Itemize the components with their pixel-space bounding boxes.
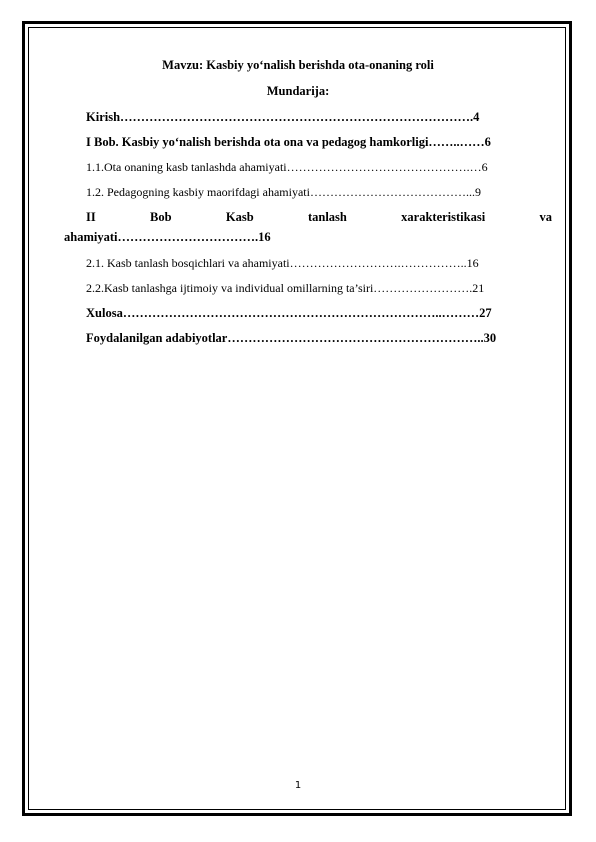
toc-entry-section-1-1: 1.1.Ota onaning kasb tanlashda ahamiyati……………………………………….…6 [86,160,488,174]
toc-entry-chapter-1: I Bob. Kasbiy yo‘nalish berishda ota ona va pedagog hamkorligi……..……6 [86,135,491,149]
toc-entry-references: Foydalanilgan adabiyotlar……………………………………………………..30 [86,331,497,345]
toc-entry-section-1-2: 1.2. Pedagogning kasbiy maorifdagi ahamiyati…………………………………...9 [86,185,481,199]
toc-chapter-2-word: Bob [150,210,172,224]
toc-heading: Mundarija: [266,84,330,98]
toc-entry-section-2-2: 2.2.Kasb tanlashga ijtimoiy va individual omillarning ta’siri…………………….21 [86,281,485,295]
toc-chapter-2-word: Kasb [225,210,254,224]
document-title: Mavzu: Kasbiy yo‘nalish berishda ota-onaning roli [162,58,434,72]
toc-entry-chapter-2-continuation: ahamiyati…………………………….16 [64,230,271,244]
toc-chapter-2-word: II [86,210,96,224]
toc-entry-introduction: Kirish………………………………………………………………………….4 [86,110,480,124]
toc-entry-section-2-1: 2.1. Kasb tanlash bosqichlari va ahamiyati……………………….……………..16 [86,256,479,270]
toc-entry-chapter-2 [86,210,552,225]
toc-chapter-2-word: xarakteristikasi [401,210,486,224]
toc-chapter-2-word: tanlash [307,210,347,224]
page-number: 1 [294,780,302,791]
toc-entry-conclusion: Xulosa…………………………………………………………………..………27 [86,306,492,320]
toc-chapter-2-word: va [539,210,552,224]
